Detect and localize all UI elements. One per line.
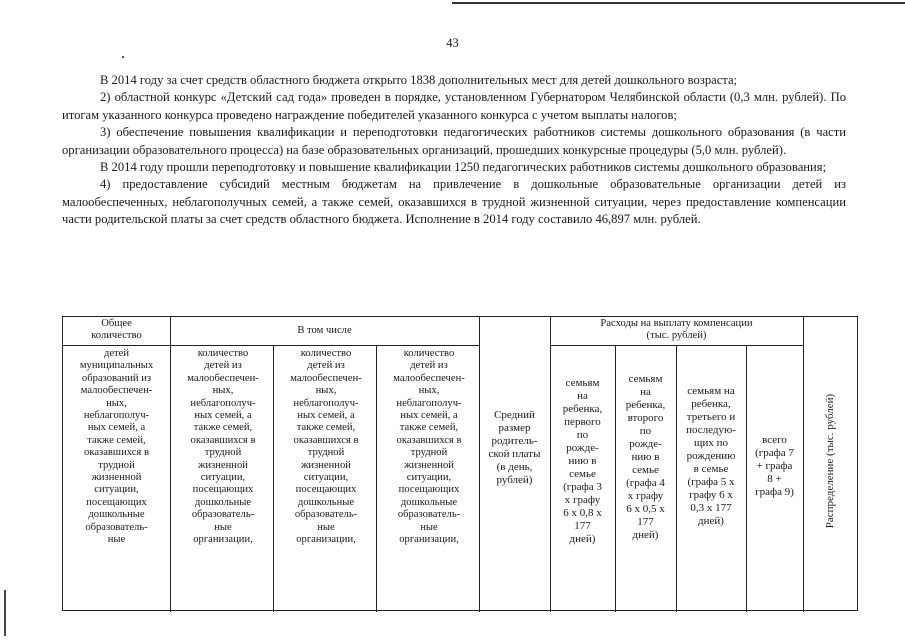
paragraph-5: 4) предоставление субсидий местным бюджетам на привлечение в дошкольные образовательные организации детей из малообеспеченных, неблагополучных семей, а также семей, оказавшихся в трудной жизненной ситуации, через предоставление компенсации части родительской платы за счет средств областного бюджета. Исполнение в 2014 году составило 46,897 млн. рублей. bbox=[62, 177, 846, 227]
paragraph-4: В 2014 году прошли переподготовку и повышение квалификации 1250 педагогических работников системы дошкольного образования; bbox=[100, 160, 827, 175]
table-rule bbox=[273, 345, 274, 612]
compensation-table bbox=[62, 316, 858, 611]
paragraph-1: В 2014 году за счет средств областного бюджета открыто 1838 дополнительных мест для детей дошкольного возраста; bbox=[100, 73, 738, 87]
col-expense-third: семьям на ребенка, третьего и последую- щих по рождению в семье (графа 5 х графу 6 х 0,3 х 177 дней) bbox=[686, 385, 736, 527]
top-border-line bbox=[452, 2, 905, 4]
col-children-second: количество детей из малообеспечен- ных, неблагополуч- ных семей, а также семей, оказавшихся в трудной жизненной ситуации, посещающих дошкольные образователь- ные организации, bbox=[290, 348, 362, 546]
col-average-payment: Средний размер родитель- ской платы (в день, рублей) bbox=[488, 409, 541, 486]
page-number: 43 bbox=[446, 36, 459, 50]
header-including: В том числе bbox=[297, 325, 352, 336]
paragraph-2: 2) областной конкурс «Детский сад года» проведен в порядке, установленном Губернатором Челябинской области (0,3 млн. рублей). По итогам указанного конкурса проведено награждение победителей указанного конкурса с учетом выплаты налогов; bbox=[62, 90, 846, 122]
col-total-children: детей муниципальных образований из малообеспечен- ных, неблагополуч- ных семей, а также семей, оказавшихся в трудной жизненной ситуации, посещающих дошкольные образователь- ные bbox=[79, 348, 154, 546]
scan-edge-mark bbox=[4, 590, 6, 636]
header-expenses: Расходы на выплату компенсации (тыс. рублей) bbox=[600, 318, 753, 342]
body-text bbox=[62, 72, 846, 229]
table-rule bbox=[63, 345, 170, 346]
table-rule bbox=[170, 345, 479, 346]
col-children-third: количество детей из малообеспечен- ных, неблагополуч- ных семей, а также семей, оказавшихся в трудной жизненной ситуации, посещающих дошкольные образователь- ные организации, bbox=[393, 348, 465, 546]
table-rule bbox=[803, 317, 804, 612]
scan-speck bbox=[122, 56, 124, 58]
table-rule bbox=[170, 317, 171, 612]
col-distribution: Распределение (тыс. рублей) bbox=[824, 393, 836, 529]
paragraph-3: 3) обеспечение повышения квалификации и переподготовки педагогических работников системы дошкольного образования (в части организации образовательного процесса) на базе образовательных организаций, прошедших конкурсные процедуры (5,0 млн. рублей). bbox=[62, 125, 846, 157]
header-total-count: Общее количество bbox=[91, 318, 142, 342]
col-expense-total: всего (графа 7 + графа 8 + графа 9) bbox=[755, 434, 794, 498]
col-children-first: количество детей из малообеспечен- ных, неблагополуч- ных семей, а также семей, оказавшихся в трудной жизненной ситуации, посещающих дошкольные образователь- ные организации, bbox=[187, 348, 259, 546]
table-rule bbox=[550, 345, 803, 346]
col-expense-second: семьям на ребенка, второго по рожде- нию в семье (графа 4 х графу 6 х 0,5 х 177 дней) bbox=[625, 373, 666, 541]
col-expense-first: семьям на ребенка, первого по рожде- нию в семье (графа 3 х графу 6 х 0,8 х 177 дней) bbox=[562, 377, 603, 545]
table-rule bbox=[376, 345, 377, 612]
